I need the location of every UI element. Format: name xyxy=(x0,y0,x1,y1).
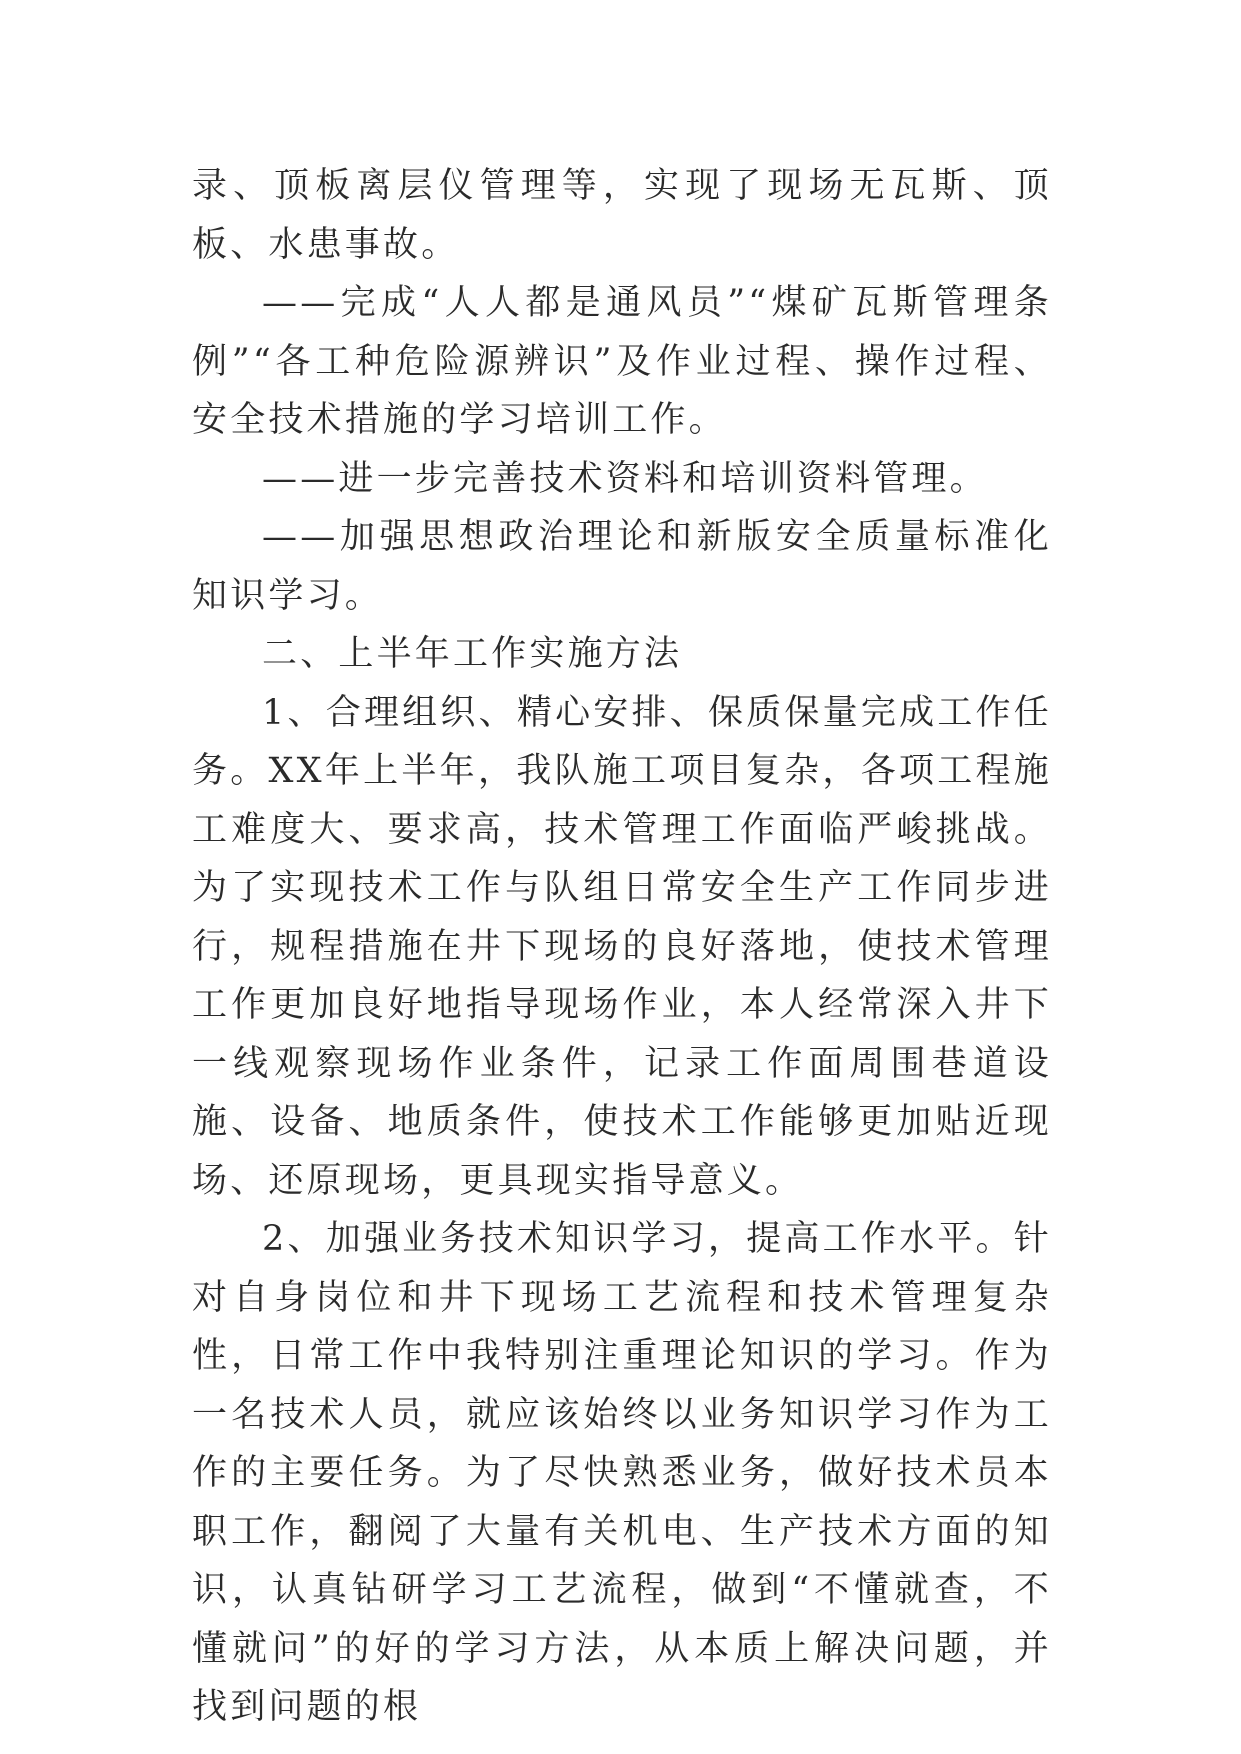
paragraph-method-1: 1、合理组织、精心安排、保质保量完成工作任务。XX年上半年，我队施工项目复杂，各项工程施工难度大、要求高，技术管理工作面临严峻挑战。为了实现技术工作与队组日常安全生产工作同步进行，规程措施在井下现场的良好落地，使技术管理工作更加良好地指导现场作业，本人经常深入井下一线观察现场作业条件，记录工作面周围巷道设施、设备、地质条件，使技术工作能够更加贴近现场、还原现场，更具现实指导意义。 xyxy=(192,692,1052,1201)
paragraph-training-item: ——完成“人人都是通风员”“煤矿瓦斯管理条例”“各工种危险源辨识”及作业过程、操作过程、安全技术措施的学习培训工作。 xyxy=(192,283,1052,440)
paragraph-study-item: ——加强思想政治理论和新版安全质量标准化知识学习。 xyxy=(192,517,1052,616)
section-heading: 二、上半年工作实施方法 xyxy=(262,634,683,674)
paragraph-continuation: 录、顶板离层仪管理等，实现了现场无瓦斯、顶板、水患事故。 xyxy=(192,166,1052,265)
document-body xyxy=(192,157,1052,1737)
paragraph-materials-item: ——进一步完善技术资料和培训资料管理。 xyxy=(262,458,988,499)
paragraph-method-2: 2、加强业务技术知识学习，提高工作水平。针对自身岗位和井下现场工艺流程和技术管理复杂性，日常工作中我特别注重理论知识的学习。作为一名技术人员，就应该始终以业务知识学习作为工作的主要任务。为了尽快熟悉业务，做好技术员本职工作，翻阅了大量有关机电、生产技术方面的知识，认真钻研学习工艺流程，做到“不懂就查，不懂就问”的好的学习方法，从本质上解决问题，并找到问题的根 xyxy=(192,1219,1052,1727)
